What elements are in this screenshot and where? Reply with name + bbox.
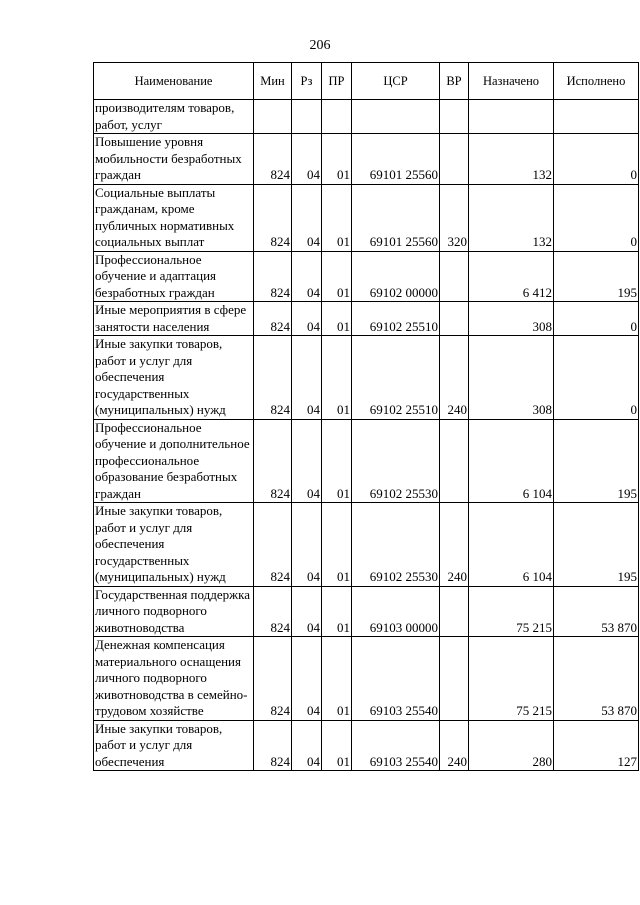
col-header-assigned: Назначено bbox=[469, 63, 554, 100]
cell-executed: 53 870 bbox=[554, 637, 639, 721]
col-header-executed: Исполнено bbox=[554, 63, 639, 100]
cell-executed: 195 bbox=[554, 251, 639, 302]
cell-rz: 04 bbox=[292, 720, 322, 771]
cell-rz: 04 bbox=[292, 637, 322, 721]
cell-min: 824 bbox=[254, 586, 292, 637]
cell-pr: 01 bbox=[322, 637, 352, 721]
cell-min: 824 bbox=[254, 251, 292, 302]
cell-assigned: 308 bbox=[469, 302, 554, 336]
cell-min: 824 bbox=[254, 720, 292, 771]
cell-csr: 69103 25540 bbox=[352, 637, 440, 721]
cell-rz: 04 bbox=[292, 503, 322, 587]
col-header-rz: Рз bbox=[292, 63, 322, 100]
cell-assigned bbox=[469, 100, 554, 134]
table-header-row bbox=[94, 63, 639, 100]
cell-rz: 04 bbox=[292, 302, 322, 336]
cell-vr bbox=[440, 134, 469, 185]
cell-csr: 69101 25560 bbox=[352, 184, 440, 251]
cell-assigned: 280 bbox=[469, 720, 554, 771]
cell-executed: 0 bbox=[554, 134, 639, 185]
cell-rz: 04 bbox=[292, 586, 322, 637]
col-header-vr: ВР bbox=[440, 63, 469, 100]
cell-csr: 69102 25530 bbox=[352, 503, 440, 587]
cell-pr bbox=[322, 100, 352, 134]
cell-min: 824 bbox=[254, 336, 292, 420]
table-row bbox=[94, 586, 639, 637]
cell-executed: 195 bbox=[554, 503, 639, 587]
cell-rz: 04 bbox=[292, 184, 322, 251]
cell-assigned: 75 215 bbox=[469, 637, 554, 721]
cell-vr bbox=[440, 586, 469, 637]
cell-assigned: 6 104 bbox=[469, 419, 554, 503]
cell-name: Повышение уровня мобильности безработных граждан bbox=[94, 134, 254, 185]
cell-executed: 195 bbox=[554, 419, 639, 503]
cell-min: 824 bbox=[254, 419, 292, 503]
cell-rz bbox=[292, 100, 322, 134]
page-number: 206 bbox=[309, 38, 331, 53]
cell-assigned: 75 215 bbox=[469, 586, 554, 637]
cell-name: Денежная компенсация материального оснащения личного подворного животноводства в семейно-трудовом хозяйстве bbox=[94, 637, 254, 721]
cell-assigned: 308 bbox=[469, 336, 554, 420]
cell-csr: 69102 25510 bbox=[352, 336, 440, 420]
cell-vr bbox=[440, 100, 469, 134]
cell-vr: 240 bbox=[440, 336, 469, 420]
cell-assigned: 132 bbox=[469, 184, 554, 251]
table-row bbox=[94, 503, 639, 587]
cell-pr: 01 bbox=[322, 503, 352, 587]
cell-pr: 01 bbox=[322, 251, 352, 302]
cell-pr: 01 bbox=[322, 134, 352, 185]
cell-name: Государственная поддержка личного подворного животноводства bbox=[94, 586, 254, 637]
cell-csr: 69101 25560 bbox=[352, 134, 440, 185]
cell-executed: 0 bbox=[554, 184, 639, 251]
cell-name: Иные закупки товаров, работ и услуг для обеспечения государственных (муниципальных) нужд bbox=[94, 503, 254, 587]
col-header-csr: ЦСР bbox=[352, 63, 440, 100]
cell-name: Иные мероприятия в сфере занятости населения bbox=[94, 302, 254, 336]
cell-min: 824 bbox=[254, 302, 292, 336]
cell-csr: 69102 25510 bbox=[352, 302, 440, 336]
cell-name: Иные закупки товаров, работ и услуг для обеспечения bbox=[94, 720, 254, 771]
table-row bbox=[94, 184, 639, 251]
cell-min: 824 bbox=[254, 134, 292, 185]
cell-pr: 01 bbox=[322, 336, 352, 420]
cell-vr: 240 bbox=[440, 503, 469, 587]
cell-executed bbox=[554, 100, 639, 134]
col-header-pr: ПР bbox=[322, 63, 352, 100]
cell-executed: 127 bbox=[554, 720, 639, 771]
table-row bbox=[94, 251, 639, 302]
cell-pr: 01 bbox=[322, 419, 352, 503]
cell-rz: 04 bbox=[292, 134, 322, 185]
cell-pr: 01 bbox=[322, 302, 352, 336]
cell-vr bbox=[440, 251, 469, 302]
cell-name: производителям товаров, работ, услуг bbox=[94, 100, 254, 134]
budget-table bbox=[93, 62, 639, 771]
cell-pr: 01 bbox=[322, 184, 352, 251]
col-header-min: Мин bbox=[254, 63, 292, 100]
table-row bbox=[94, 419, 639, 503]
cell-rz: 04 bbox=[292, 251, 322, 302]
table-row bbox=[94, 302, 639, 336]
cell-executed: 0 bbox=[554, 302, 639, 336]
col-header-name: Наименование bbox=[94, 63, 254, 100]
cell-pr: 01 bbox=[322, 586, 352, 637]
cell-csr: 69102 00000 bbox=[352, 251, 440, 302]
cell-csr: 69102 25530 bbox=[352, 419, 440, 503]
cell-min: 824 bbox=[254, 637, 292, 721]
cell-executed: 53 870 bbox=[554, 586, 639, 637]
cell-vr bbox=[440, 302, 469, 336]
cell-vr bbox=[440, 637, 469, 721]
cell-assigned: 6 104 bbox=[469, 503, 554, 587]
cell-name: Профессиональное обучение и дополнительное профессиональное образование безработных граждан bbox=[94, 419, 254, 503]
cell-name: Профессиональное обучение и адаптация безработных граждан bbox=[94, 251, 254, 302]
cell-min: 824 bbox=[254, 503, 292, 587]
cell-csr bbox=[352, 100, 440, 134]
cell-pr: 01 bbox=[322, 720, 352, 771]
cell-min: 824 bbox=[254, 184, 292, 251]
cell-rz: 04 bbox=[292, 419, 322, 503]
cell-name: Социальные выплаты гражданам, кроме публичных нормативных социальных выплат bbox=[94, 184, 254, 251]
cell-min bbox=[254, 100, 292, 134]
table-row bbox=[94, 336, 639, 420]
cell-vr bbox=[440, 419, 469, 503]
table-row bbox=[94, 100, 639, 134]
cell-vr: 320 bbox=[440, 184, 469, 251]
cell-assigned: 6 412 bbox=[469, 251, 554, 302]
cell-vr: 240 bbox=[440, 720, 469, 771]
cell-rz: 04 bbox=[292, 336, 322, 420]
cell-csr: 69103 25540 bbox=[352, 720, 440, 771]
cell-csr: 69103 00000 bbox=[352, 586, 440, 637]
cell-executed: 0 bbox=[554, 336, 639, 420]
table-row bbox=[94, 134, 639, 185]
cell-assigned: 132 bbox=[469, 134, 554, 185]
cell-name: Иные закупки товаров, работ и услуг для обеспечения государственных (муниципальных) нужд bbox=[94, 336, 254, 420]
table-row bbox=[94, 637, 639, 721]
table-row bbox=[94, 720, 639, 771]
